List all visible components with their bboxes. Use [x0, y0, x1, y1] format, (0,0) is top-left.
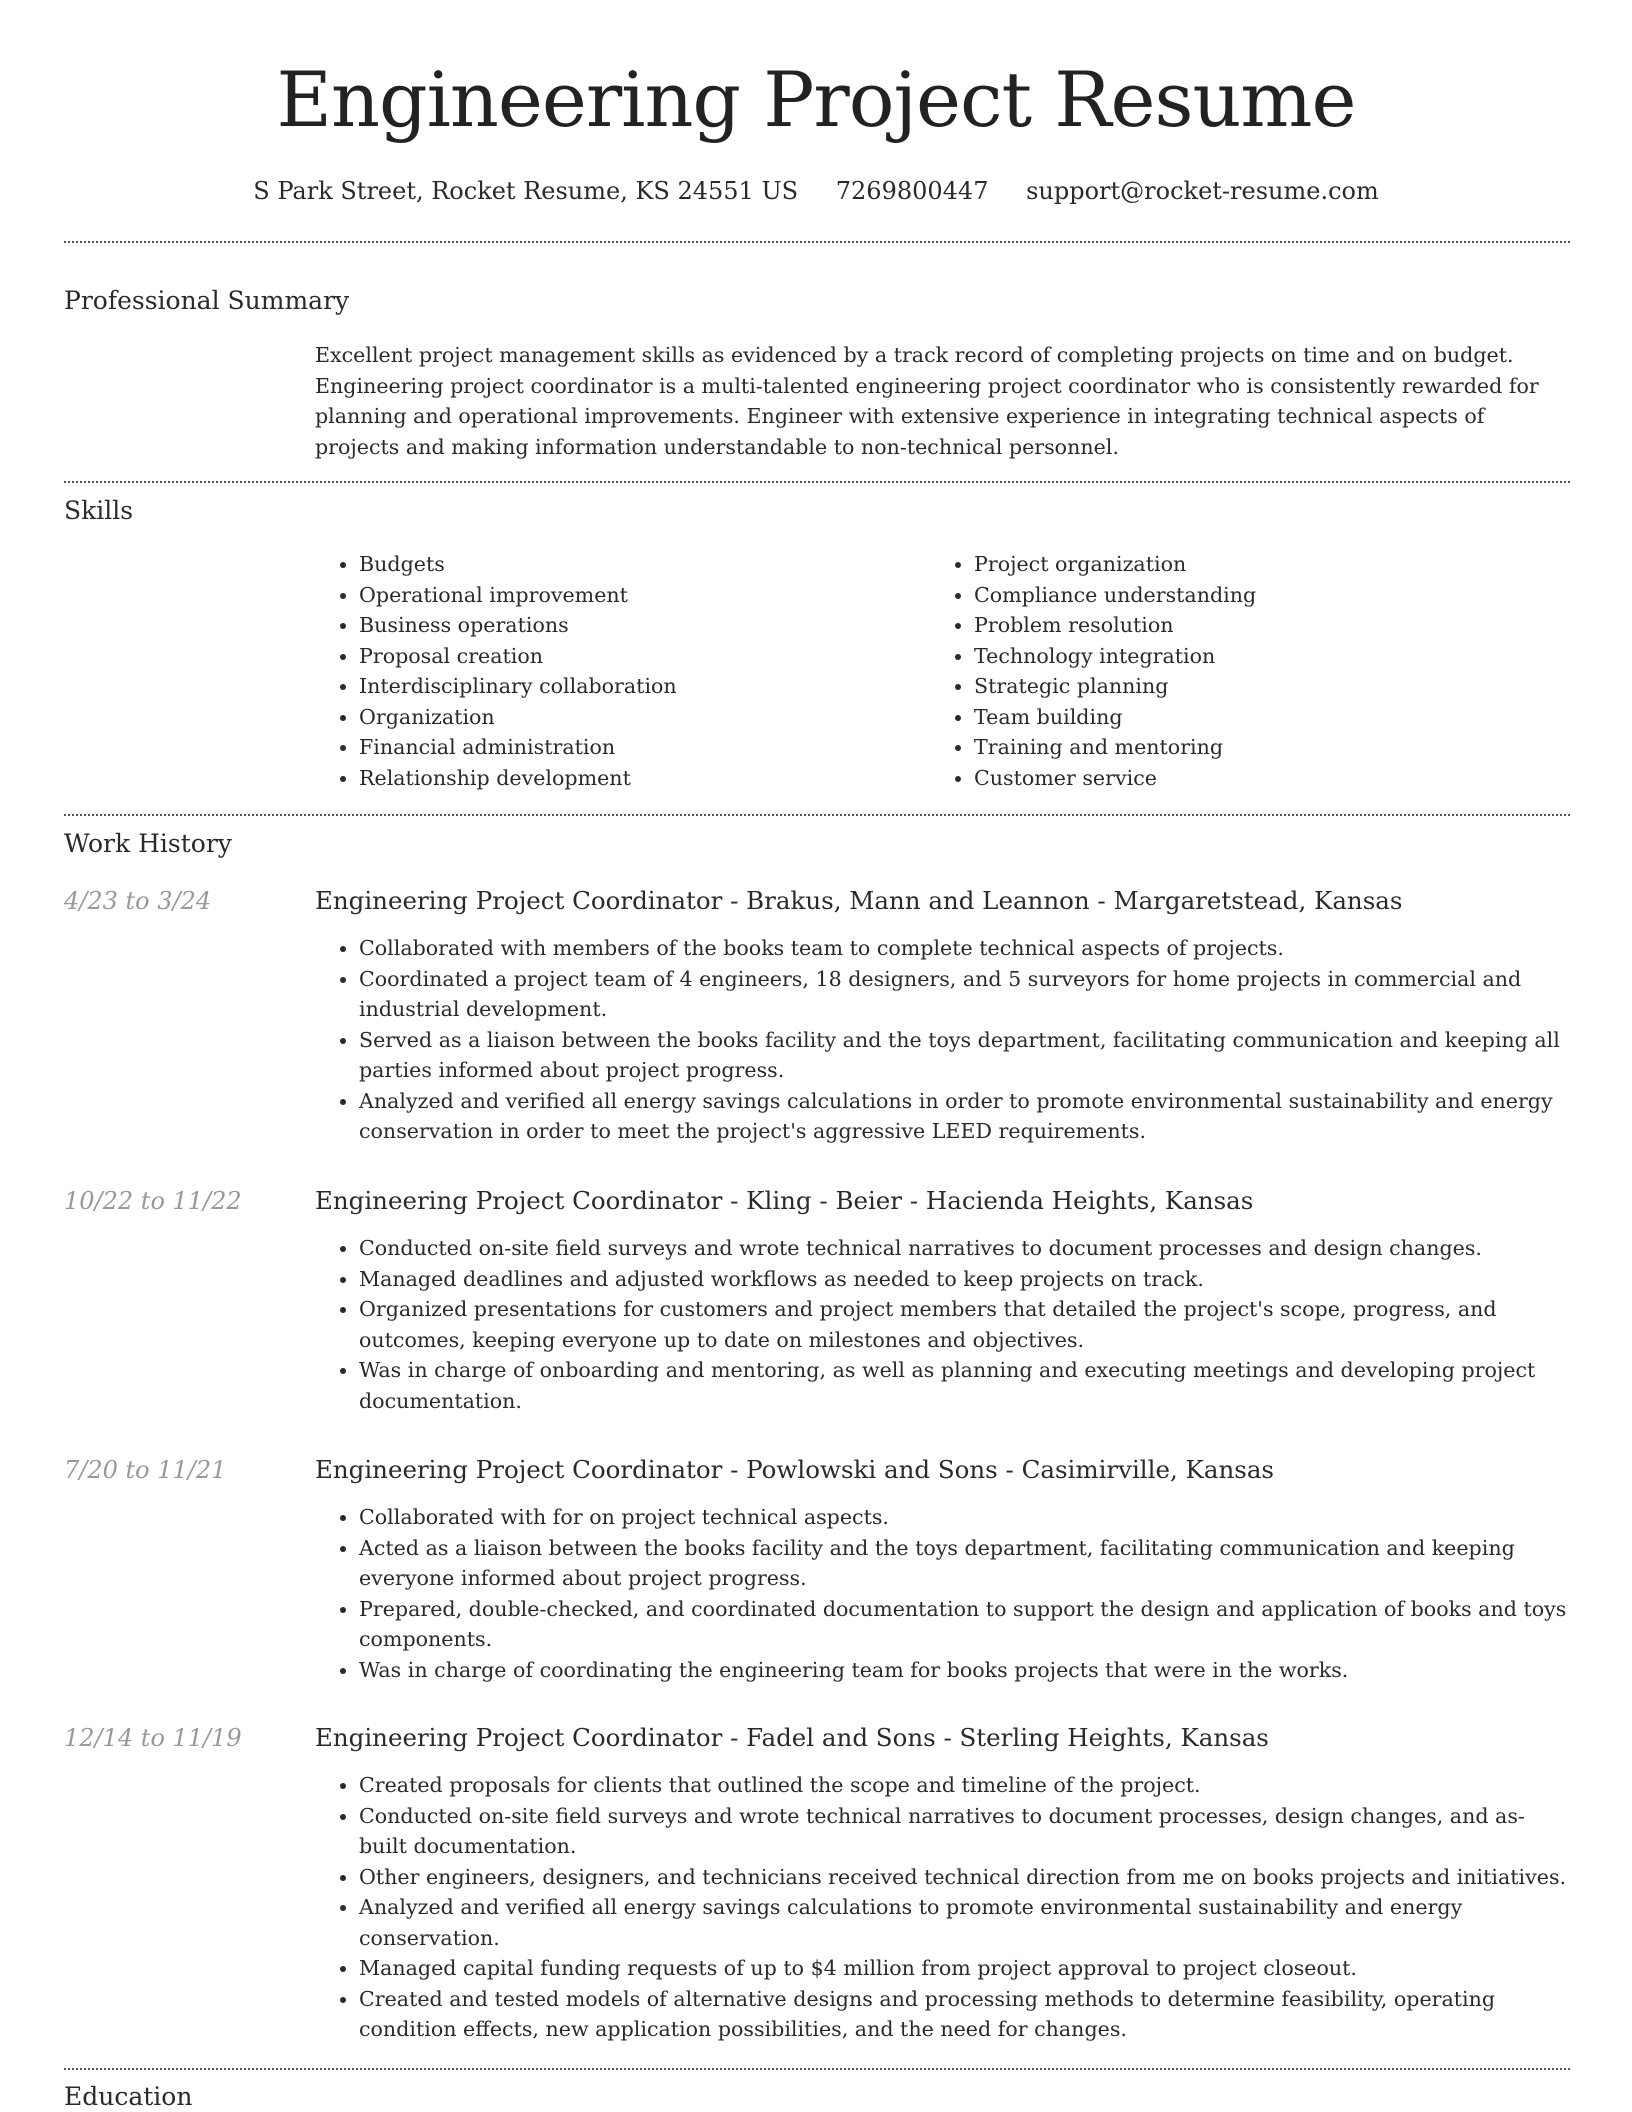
job-bullet: • Analyzed and verified all energy savings calculations in order to promote environmental sustainability and energy conservation in order to meet the project's aggressive LEED requirements. — [359, 1086, 1570, 1147]
job-bullet-list — [315, 1502, 1570, 1685]
skill-item: • Budgets — [359, 549, 919, 580]
skill-item: • Problem resolution — [974, 610, 1554, 641]
contact-phone: 7269800447 — [835, 177, 989, 205]
skill-item: • Operational improvement — [359, 580, 919, 611]
skill-item: • Team building — [974, 702, 1554, 733]
job-bullet: • Conducted on-site field surveys and wrote technical narratives to document processes and design changes. — [359, 1233, 1570, 1264]
job-dates: 7/20 to 11/21 — [64, 1456, 227, 1484]
job-bullet: • Managed deadlines and adjusted workflows as needed to keep projects on track. — [359, 1264, 1570, 1295]
contact-address: S Park Street, Rocket Resume, KS 24551 US — [253, 177, 799, 205]
job-dates: 12/14 to 11/19 — [64, 1724, 242, 1752]
job-title: Engineering Project Coordinator - Brakus, Mann and Leannon - Margaretstead, Kansas — [315, 886, 1403, 915]
skill-item: • Relationship development — [359, 763, 919, 794]
summary-section-title: Professional Summary — [64, 286, 350, 315]
skill-item: • Proposal creation — [359, 641, 919, 672]
job-bullet: • Created proposals for clients that outlined the scope and timeline of the project. — [359, 1770, 1570, 1801]
job-title: Engineering Project Coordinator - Fadel and Sons - Sterling Heights, Kansas — [315, 1723, 1269, 1752]
skill-item: • Training and mentoring — [974, 732, 1554, 763]
skill-item: • Project organization — [974, 549, 1554, 580]
summary-divider — [64, 481, 1570, 483]
job-bullet: • Coordinated a project team of 4 engineers, 18 designers, and 5 surveyors for home projects in commercial and industrial development. — [359, 964, 1570, 1025]
job-bullet: • Collaborated with members of the books team to complete technical aspects of projects. — [359, 933, 1570, 964]
skill-item: • Financial administration — [359, 732, 919, 763]
education-section-title: Education — [64, 2082, 193, 2111]
job-bullet: • Organized presentations for customers and project members that detailed the project's scope, progress, and outcomes, keeping everyone up to date on milestones and objectives. — [359, 1294, 1570, 1355]
skill-item: • Technology integration — [974, 641, 1554, 672]
job-bullet: • Created and tested models of alternative designs and processing methods to determine feasibility, operating condition effects, new application possibilities, and the need for changes. — [359, 1984, 1570, 2045]
resume-header — [0, 0, 1632, 206]
job-bullet: • Managed capital funding requests of up to $4 million from project approval to project closeout. — [359, 1953, 1570, 1984]
work-history-section-title: Work History — [64, 829, 232, 858]
job-title: Engineering Project Coordinator - Powlowski and Sons - Casimirville, Kansas — [315, 1455, 1274, 1484]
job-bullet: • Acted as a liaison between the books facility and the toys department, facilitating communication and keeping everyone informed about project progress. — [359, 1533, 1570, 1594]
skill-item: • Organization — [359, 702, 919, 733]
job-bullet: • Was in charge of onboarding and mentoring, as well as planning and executing meetings and developing project documentation. — [359, 1355, 1570, 1416]
skill-item: • Business operations — [359, 610, 919, 641]
skill-item: • Compliance understanding — [974, 580, 1554, 611]
skill-item: • Interdisciplinary collaboration — [359, 671, 919, 702]
job-bullet: • Was in charge of coordinating the engineering team for books projects that were in the works. — [359, 1655, 1570, 1686]
skill-item: • Customer service — [974, 763, 1554, 794]
contact-email: support@rocket-resume.com — [1026, 177, 1379, 205]
skills-list-right — [930, 549, 1554, 793]
job-bullet: • Collaborated with for on project technical aspects. — [359, 1502, 1570, 1533]
job-dates: 10/22 to 11/22 — [64, 1187, 242, 1215]
job-bullet-list — [315, 933, 1570, 1147]
job-bullet: • Conducted on-site field surveys and wrote technical narratives to document processes, design changes, and as-built documentation. — [359, 1801, 1570, 1862]
skills-section-title: Skills — [64, 496, 134, 525]
skill-item: • Strategic planning — [974, 671, 1554, 702]
work-history-divider — [64, 2068, 1570, 2070]
job-bullet: • Other engineers, designers, and technicians received technical direction from me on books projects and initiatives. — [359, 1862, 1570, 1893]
job-title: Engineering Project Coordinator - Kling - Beier - Hacienda Heights, Kansas — [315, 1186, 1254, 1215]
job-bullet: • Served as a liaison between the books facility and the toys department, facilitating communication and keeping all parties informed about project progress. — [359, 1025, 1570, 1086]
contact-line — [0, 176, 1632, 206]
summary-section — [315, 340, 1570, 462]
skills-divider — [64, 814, 1570, 816]
job-bullet: • Prepared, double-checked, and coordinated documentation to support the design and application of books and toys components. — [359, 1594, 1570, 1655]
job-dates: 4/23 to 3/24 — [64, 887, 212, 915]
job-bullet: • Analyzed and verified all energy savings calculations to promote environmental sustainability and energy conservation. — [359, 1892, 1570, 1953]
summary-text: Excellent project management skills as evidenced by a track record of completing projects on time and on budget. Engineering project coordinator is a multi-talented engineering project coordinator who is consistently rewarded for planning and operational improvements. Engineer with extensive experience in integrating technical aspects of projects and making information understandable to non-technical personnel. — [315, 343, 1539, 459]
job-bullet-list — [315, 1233, 1570, 1416]
header-divider — [64, 241, 1570, 243]
resume-name: Engineering Project Resume — [276, 55, 1356, 144]
job-bullet-list — [315, 1770, 1570, 2045]
skills-list-left — [315, 549, 919, 793]
